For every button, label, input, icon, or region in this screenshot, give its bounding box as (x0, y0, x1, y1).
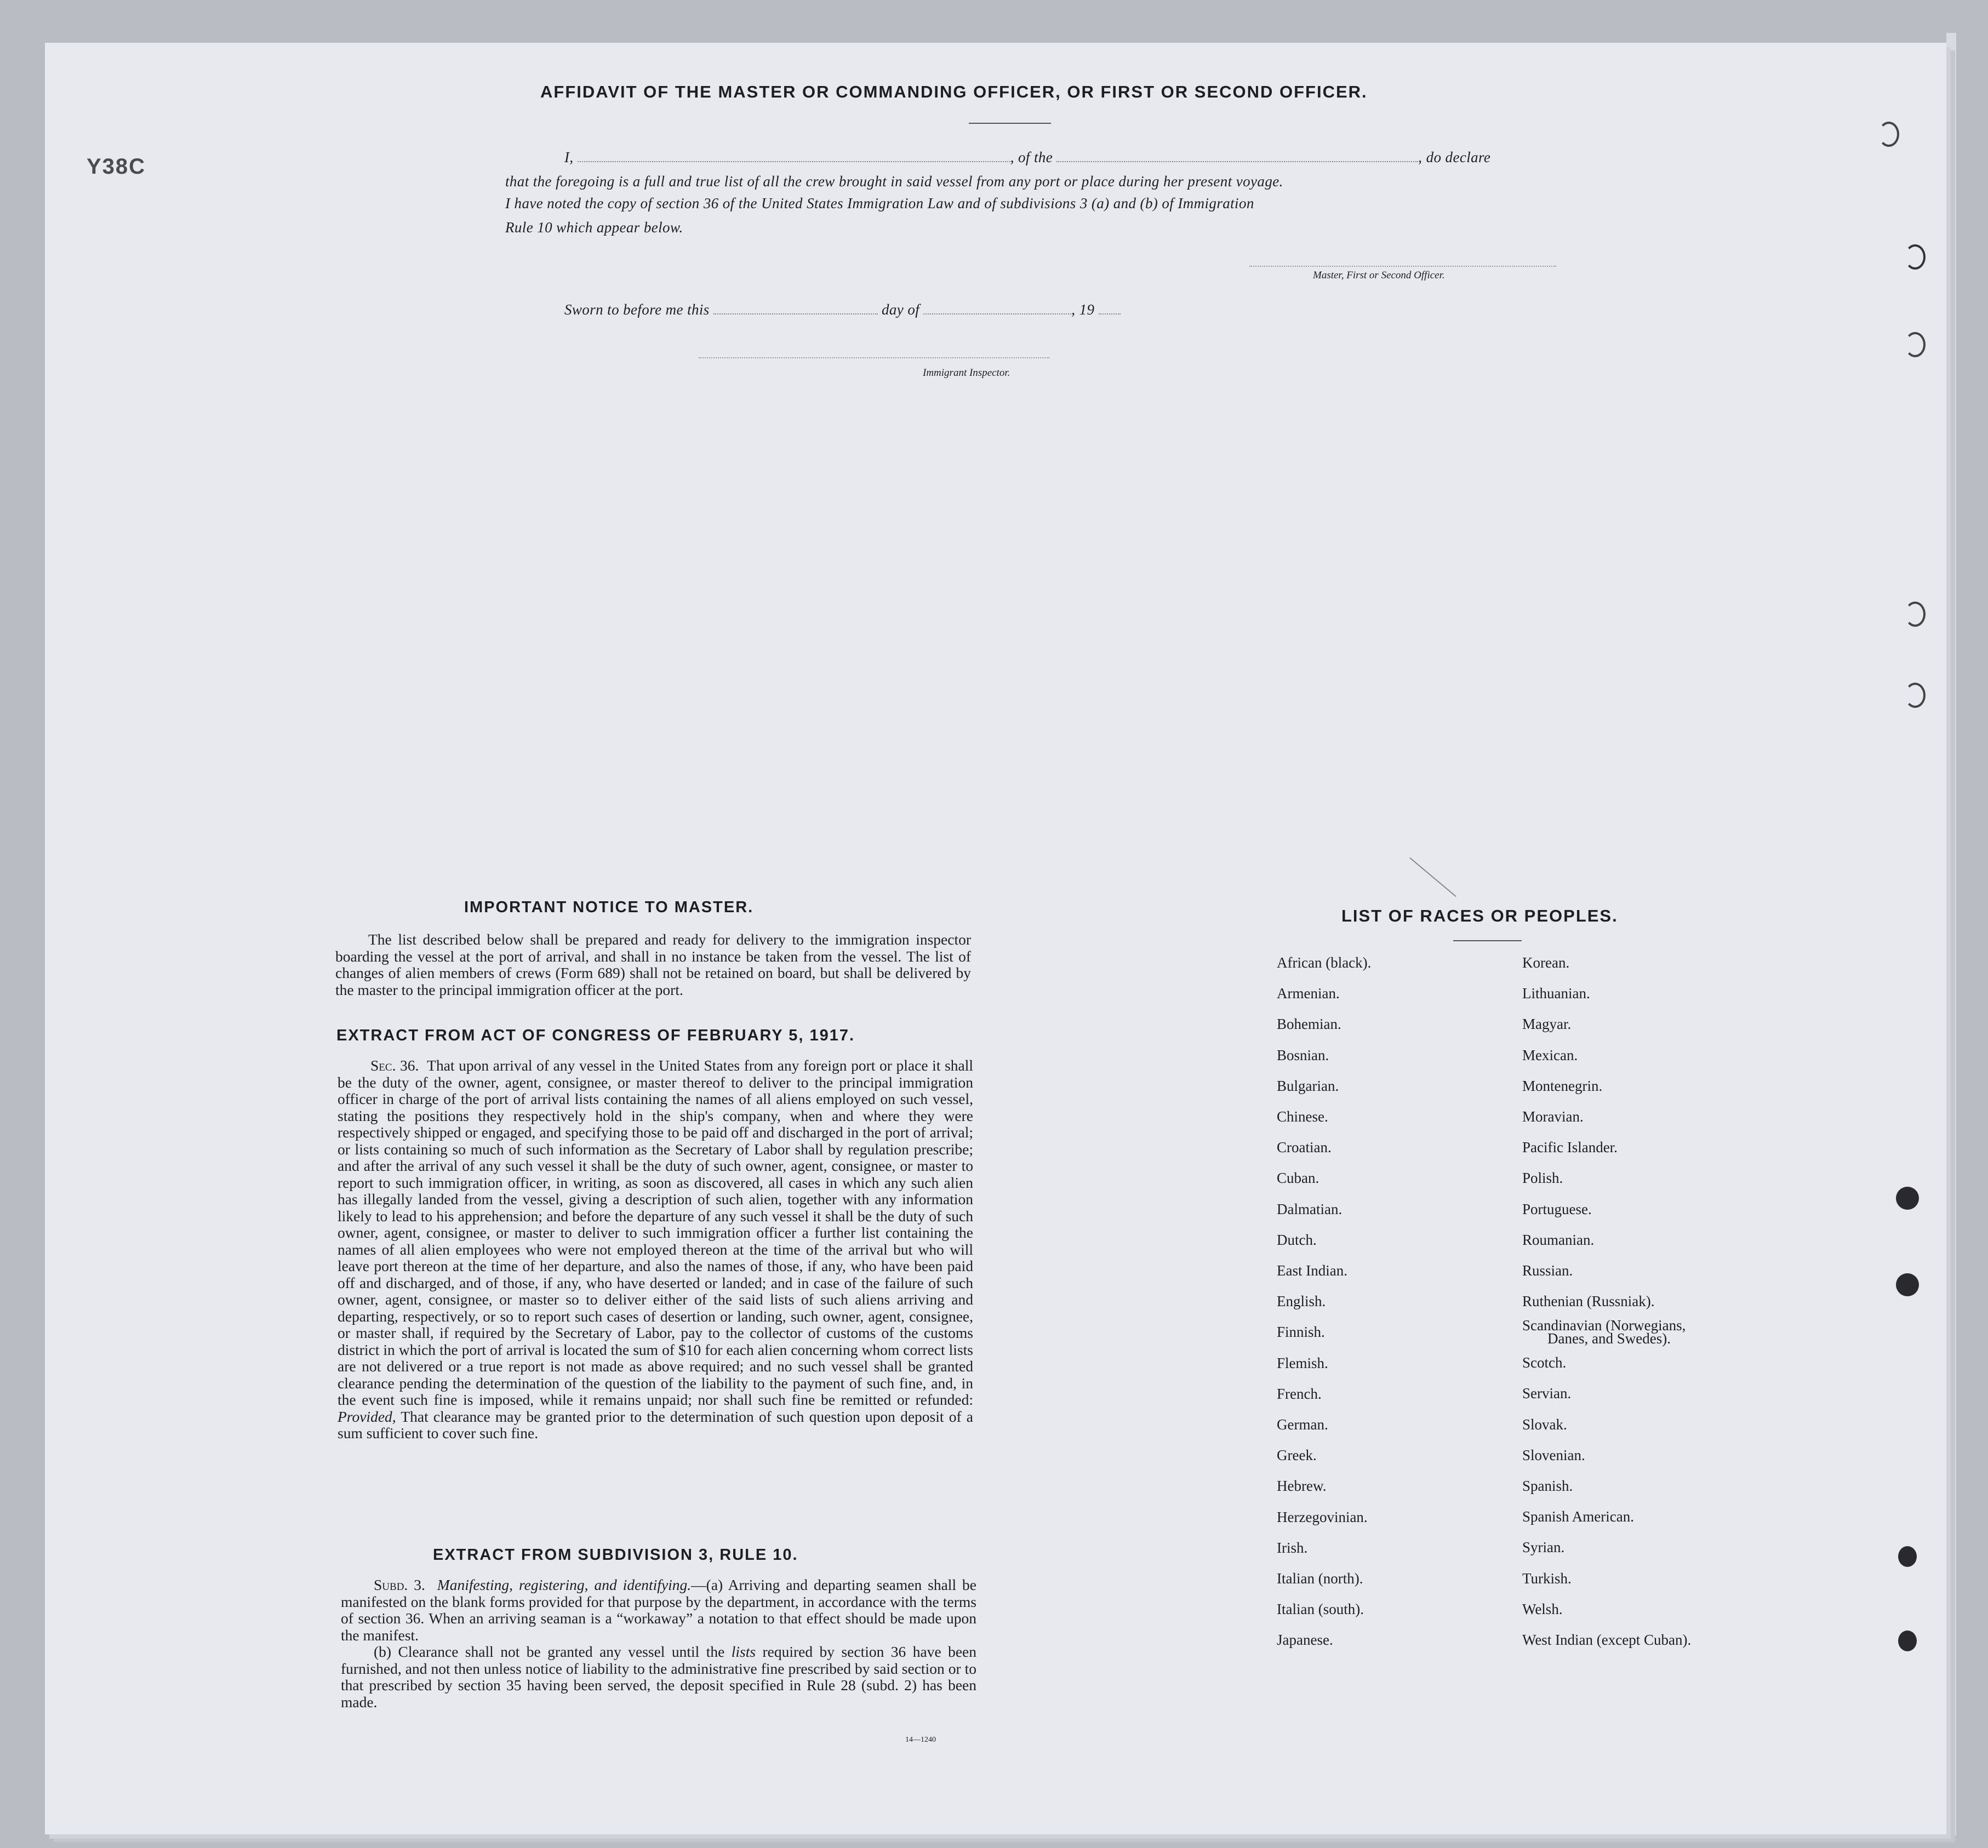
inspector-caption: Immigrant Inspector. (923, 367, 1010, 379)
affidavit-line-3: I have noted the copy of section 36 of the United States Immigration Law and of subdivisions 3 (a) and (b) of Immigration (505, 195, 1254, 211)
master-name-field[interactable] (578, 150, 1010, 162)
race-item: African (black). (1277, 954, 1372, 971)
affidavit-line-2: that the foregoing is a full and true list of all the crew brought in said vessel from any port or place during her present voyage. (505, 173, 1283, 190)
race-item: East Indian. (1277, 1262, 1347, 1279)
races-title: LIST OF RACES OR PEOPLES. (1341, 906, 1618, 925)
binder-hole (1898, 1546, 1917, 1567)
race-item: Pacific Islander. (1522, 1139, 1618, 1156)
race-item: Dalmatian. (1277, 1200, 1343, 1217)
notice-text-block (335, 931, 971, 998)
affidavit-title: AFFIDAVIT OF THE MASTER OR COMMANDING OFFICER, OR FIRST OR SECOND OFFICER. (540, 82, 1368, 101)
sworn-day-of: day of (882, 301, 920, 318)
rule-extract-title: EXTRACT FROM SUBDIVISION 3, RULE 10. (433, 1546, 798, 1564)
affidavit-declare: , do declare (1418, 149, 1491, 165)
race-item: Russian. (1522, 1262, 1573, 1279)
race-item: Spanish American. (1522, 1508, 1634, 1525)
page-stack-edge (1946, 33, 1956, 1835)
affidavit-title-rule (969, 123, 1051, 124)
race-item: Lithuanian. (1522, 985, 1590, 1002)
race-item: Spanish. (1522, 1478, 1573, 1494)
race-item: Slovak. (1522, 1416, 1567, 1433)
vessel-name-field[interactable] (1056, 150, 1418, 162)
act-extract-text: That upon arrival of any vessel in the United States from any foreign port or place it shall be the duty of the owner, agent, consignee, or master thereof to deliver to the principal immigration officer in charge of the port of arrival lists containing the names of all aliens employed on such vessel, stating the positions they respectively hold in the ship's company, when and where they were respectively shipped or engaged, and specifying those to be paid off and discharged in the port of arrival; or lists containing so much of such information as the Secretary of Labor shall by regulation prescribe; and after the arrival of any such vessel it shall be the duty of such owner, agent, consignee, or master to report to such immigration officer, in writing, as soon as discovered, all cases in which any such alien has illegally landed from the vessel, giving a description of such alien, together with any information likely to lead to his apprehension; and before the departure of any such vessel it shall be the duty of such owner, agent, consignee, or master to deliver to such immigration officer a further list containing the names of all alien employees who were not employed thereon at the time of the arrival but who will leave port thereon at the time of her departure, and also the names of those, if any, who have been paid off and discharged, and of those, if any, who have deserted or landed; and in case of the failure of such owner, agent, consignee, or master so to deliver either of the said lists of such aliens arriving and departing, respectively, or so to report such cases of desertion or landing, such owner, agent, consignee, or master shall, if required by the Secretary of Labor, pay to the collector of customs of the customs district in which the port of arrival is located the sum of $10 for each alien concerning whom correct lists are not delivered or a true report is not made as above required; and no such vessel shall be granted clearance pending the determination of the question of the liability to the payment of such fine, and, in the event such fine is imposed, while it remains unpaid; nor shall such fine be remitted or refunded: (338, 1057, 974, 1408)
race-item: Herzegovinian. (1277, 1508, 1368, 1525)
race-item: Magyar. (1522, 1016, 1572, 1033)
race-item: West Indian (except Cuban). (1522, 1632, 1692, 1648)
race-item: Mexican. (1522, 1046, 1578, 1063)
binder-ring (1905, 332, 1926, 357)
margin-stamp: Y38C (87, 155, 146, 179)
binder-hole (1896, 1273, 1919, 1296)
race-item: German. (1277, 1416, 1328, 1433)
race-item: Dutch. (1277, 1231, 1317, 1248)
act-extract-title: EXTRACT FROM ACT OF CONGRESS OF FEBRUARY 5, 1917. (336, 1027, 855, 1044)
race-item: Bosnian. (1277, 1046, 1329, 1063)
race-item: Croatian. (1277, 1139, 1332, 1156)
race-item: Slovenian. (1522, 1446, 1585, 1463)
race-item: Flemish. (1277, 1354, 1328, 1371)
affidavit-line-4: Rule 10 which appear below. (505, 219, 683, 236)
race-item: Italian (north). (1277, 1570, 1363, 1587)
affidavit-of-the: , of the (1010, 149, 1053, 165)
sworn-line (564, 301, 1121, 318)
affidavit-i: I, (564, 149, 574, 165)
race-item: Scotch. (1522, 1354, 1567, 1371)
race-item: Danes, and Swedes). (1547, 1330, 1671, 1347)
race-item: French. (1277, 1385, 1322, 1402)
binder-hole (1896, 1187, 1919, 1210)
race-item: Scandinavian (Norwegians, (1522, 1317, 1686, 1334)
rule-extract-block (341, 1577, 976, 1710)
sworn-prefix: Sworn to before me this (564, 301, 710, 318)
race-item: Welsh. (1522, 1600, 1563, 1617)
race-item: Greek. (1277, 1447, 1317, 1464)
race-item: Irish. (1277, 1539, 1308, 1556)
race-item: Cuban. (1277, 1170, 1319, 1187)
race-item: Polish. (1522, 1170, 1563, 1187)
races-title-rule (1453, 940, 1522, 941)
act-extract-text-end: That clearance may be granted prior to the determination of such question upon deposit of a sum sufficient to cover such fine. (338, 1408, 973, 1441)
binder-ring (1905, 244, 1926, 270)
race-item: Hebrew. (1277, 1478, 1327, 1495)
binder-ring (1905, 602, 1926, 627)
race-item: Bulgarian. (1277, 1077, 1339, 1094)
sworn-month-field[interactable] (923, 302, 1071, 314)
rule-para-b-start: (b) Clearance shall not be granted any vessel until the (374, 1643, 725, 1660)
race-item: Italian (south). (1277, 1601, 1364, 1618)
race-item: Syrian. (1522, 1539, 1565, 1556)
race-item: Portuguese. (1522, 1200, 1592, 1217)
provided-word: Provided, (338, 1408, 396, 1425)
race-item: Chinese. (1277, 1108, 1328, 1125)
affidavit-line-1 (564, 149, 1490, 166)
race-item: Turkish. (1522, 1570, 1572, 1587)
notice-title: IMPORTANT NOTICE TO MASTER. (464, 899, 754, 916)
sworn-year-field[interactable] (1099, 302, 1121, 314)
form-number: 14—1240 (905, 1736, 936, 1744)
master-caption: Master, First or Second Officer. (1313, 270, 1445, 281)
notice-text: The list described below shall be prepared and ready for delivery to the immigration inspector boarding the vessel at the port of arrival, and shall in no instance be taken from the vessel. The list of changes of alien members of crews (Form 689) shall not be retained on board, but shall be delivered by the master to the principal immigration officer at the port. (335, 931, 971, 998)
race-item: Servian. (1522, 1385, 1572, 1402)
binder-ring (1878, 122, 1899, 147)
race-item: English. (1277, 1293, 1326, 1310)
rule-para-b-lists: lists (731, 1643, 756, 1660)
binder-hole (1898, 1630, 1917, 1651)
act-extract-block (338, 1057, 973, 1442)
sworn-year: , 19 (1071, 301, 1095, 318)
sworn-day-field[interactable] (713, 302, 878, 314)
inspector-signature-line[interactable] (699, 357, 1049, 358)
master-signature-line[interactable] (1249, 266, 1556, 267)
rule-para-a: —(a) Arriving and departing seamen shall be manifested on the blank forms provided for that purpose by the department, in accordance with the terms of section 36. When an arriving seaman is a “workaway” a notation to that effect should be made upon the manifest. (341, 1576, 976, 1644)
race-item: Montenegrin. (1522, 1077, 1603, 1094)
race-item: Korean. (1522, 954, 1570, 971)
binder-ring (1905, 683, 1926, 708)
section-label: Sec. 36. (370, 1057, 419, 1074)
subd-heading: Manifesting, registering, and identifying. (437, 1576, 692, 1593)
race-item: Ruthenian (Russniak). (1522, 1293, 1655, 1310)
race-item: Roumanian. (1522, 1231, 1595, 1248)
race-item: Japanese. (1277, 1632, 1333, 1649)
subd-label: Subd. 3. (374, 1576, 425, 1593)
race-item: Finnish. (1277, 1324, 1325, 1341)
rule-para-b-end: required by section 36 have been furnished, and not then unless notice of liability to the administrative fine prescribed by said section or to that prescribed by section 35 having been served, the deposit specified in Rule 28 (subd. 2) has been made. (341, 1643, 976, 1710)
race-item: Bohemian. (1277, 1016, 1341, 1033)
race-item: Armenian. (1277, 985, 1340, 1002)
race-item: Moravian. (1522, 1108, 1584, 1125)
